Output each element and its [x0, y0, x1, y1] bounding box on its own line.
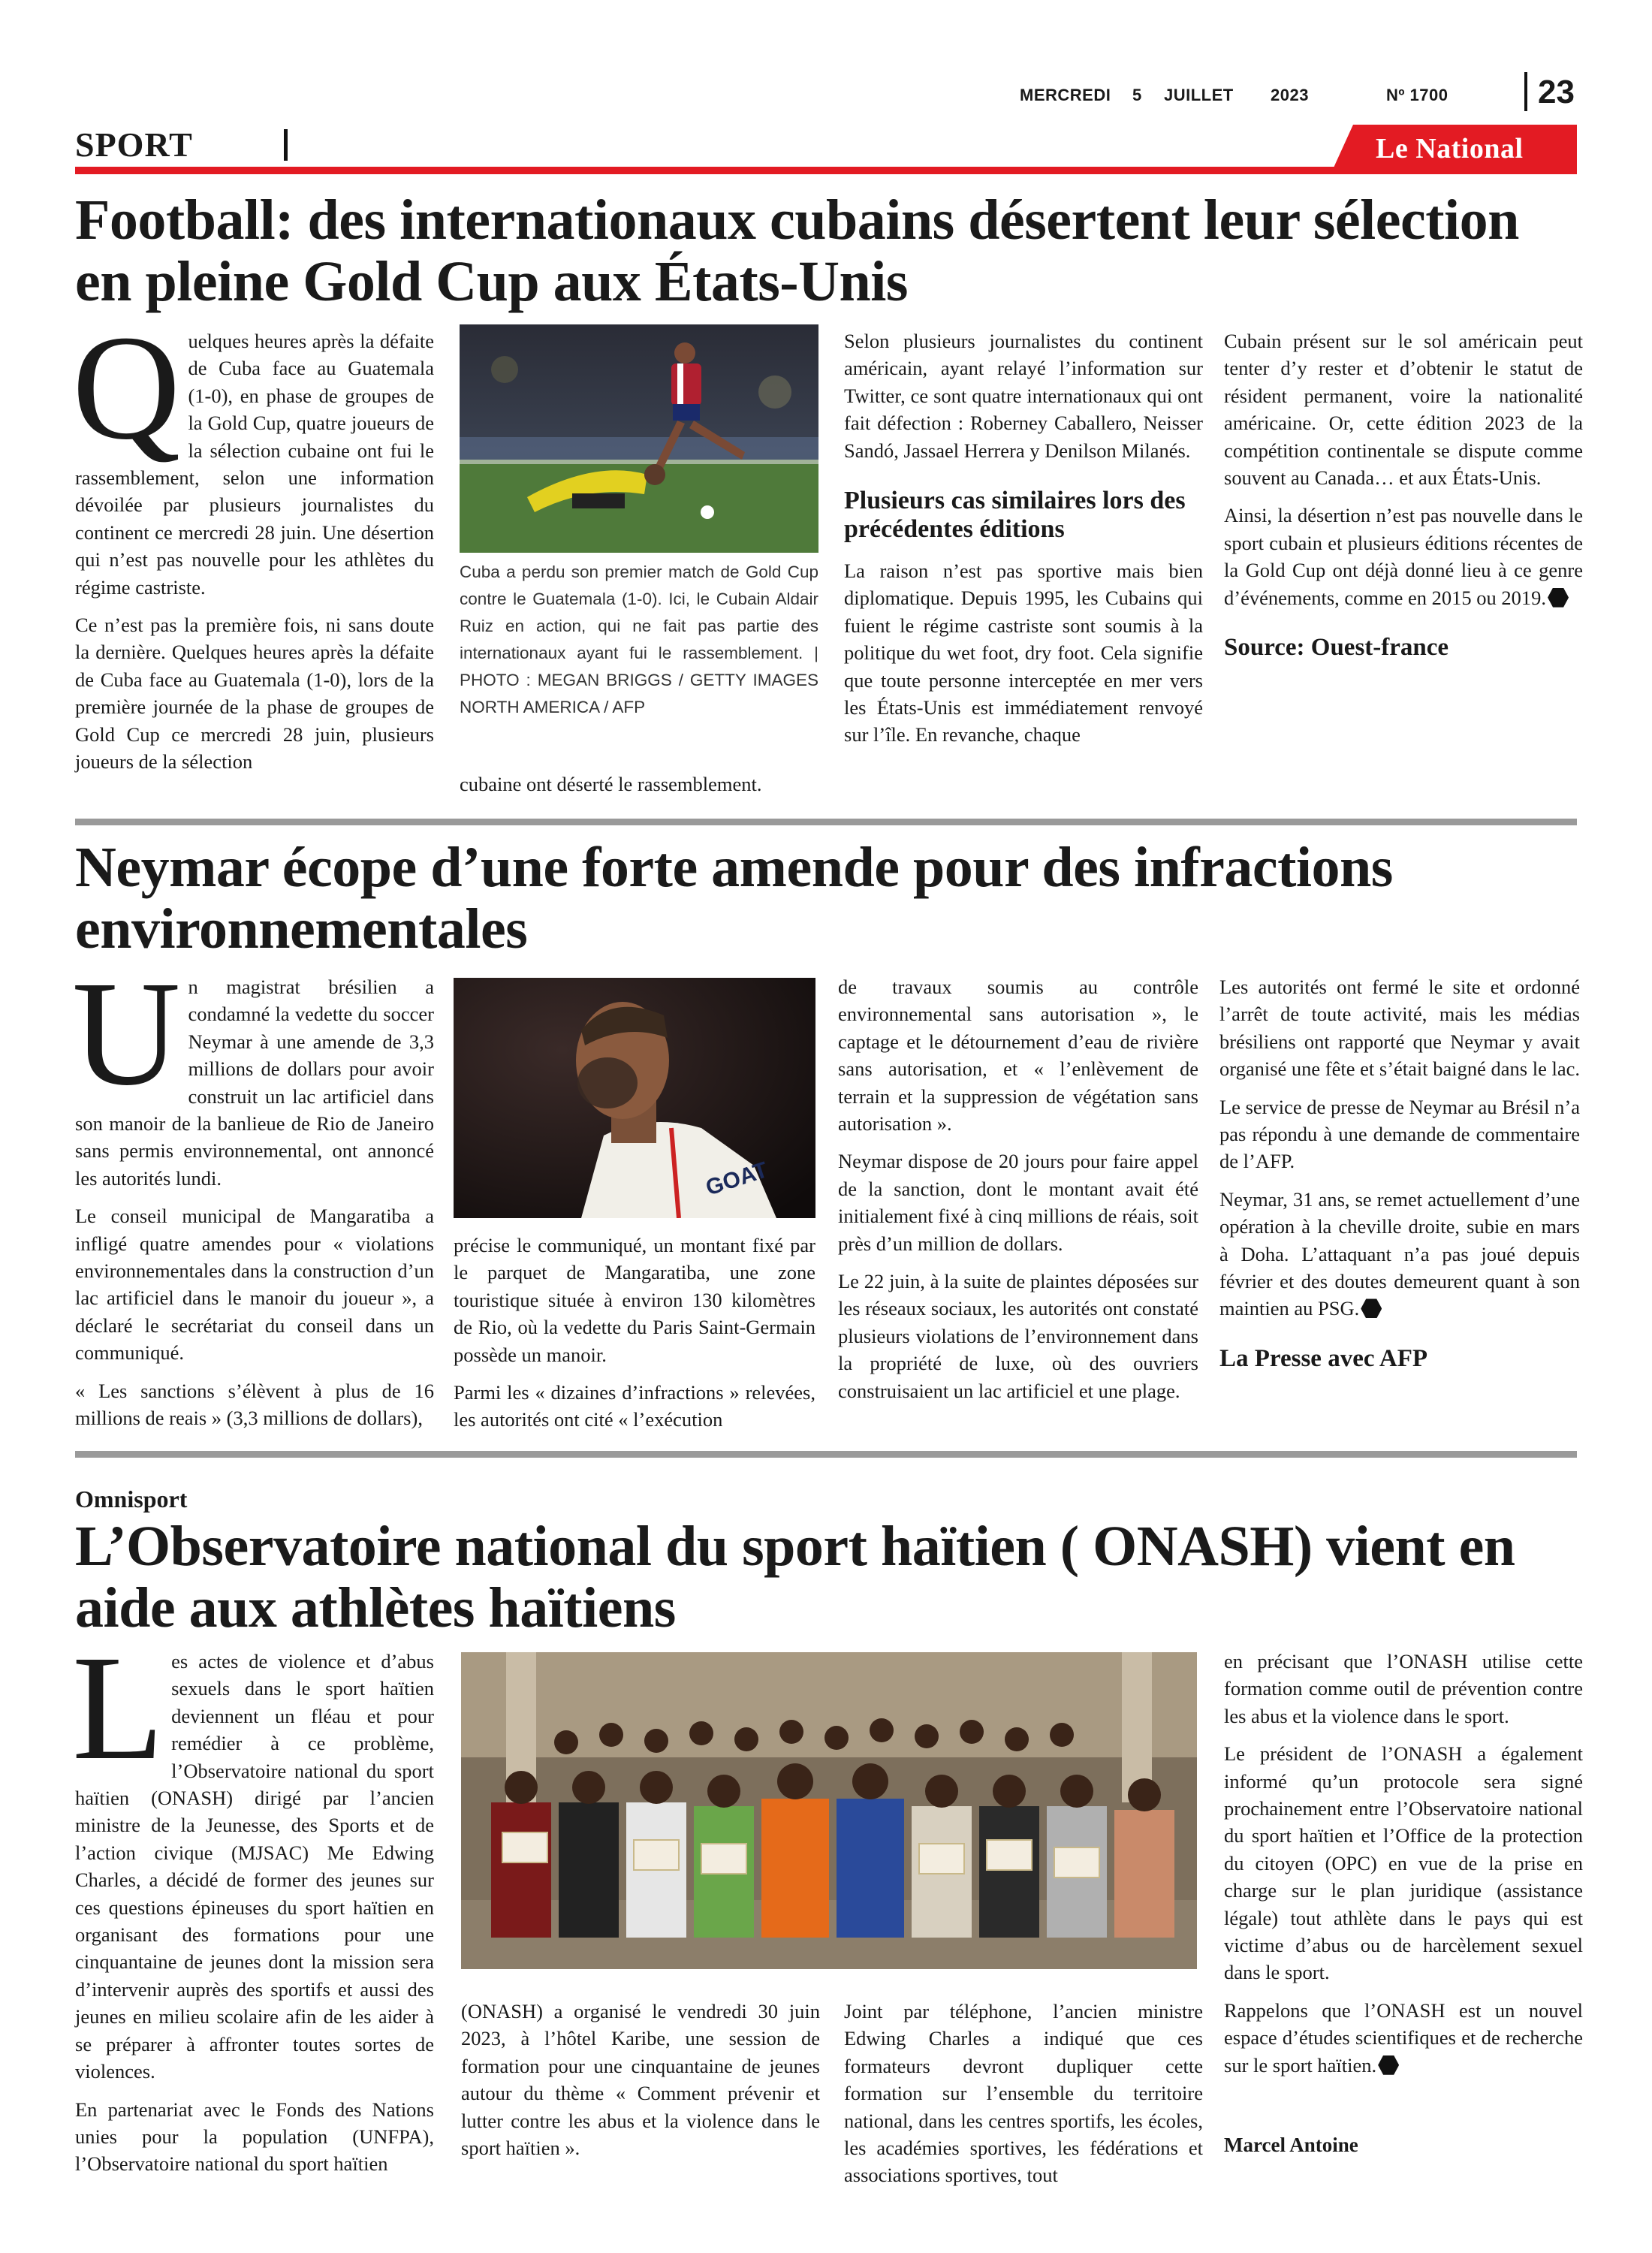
article2-col3-p1: de travaux soumis au contrôle environnemental sans autorisation », le captage et le détournement d’eau de rivière sans autorisation, et « l’enlèvement de terrain et la suppression de végétation sans autorisation ». [838, 976, 1198, 1136]
article1-col2-continued: cubaine ont déserté le rassemblement. [460, 773, 762, 795]
cuba-match-photo [460, 324, 818, 553]
article2-col1-p2: Le conseil municipal de Mangaratiba a infligé quatre amendes pour « violations environnementales dans la construction d’un lac artificiel dans le manoir du joueur », a déclaré le secrétariat du conseil dans un communiqué. [75, 1205, 434, 1365]
end-of-article-icon [1361, 1298, 1382, 1318]
end-of-article-icon [1378, 2055, 1399, 2075]
article1-col4-p1: Cubain présent sur le sol américain peut tenter d’y rester et d’obtenir le statut de résident permanent, voire la nationalité américaine. Or, cette édition 2023 de la compétition continentale se dispute comme souvent au Canada… et aux États-Unis. [1224, 330, 1583, 490]
article3-kicker: Omnisport [75, 1485, 188, 1513]
article1-col1-p2: Ce n’est pas la première fois, ni sans doute la dernière. Quelques heures après la défaite de Cuba face au Guatemala (1-0), lors de la première journée de la phase de groupes de Gold Cup ce mercredi 28 juin, plusieurs joueurs de la sélection [75, 614, 434, 774]
article2-col2 [454, 1232, 815, 1434]
article3-col1-p2: En partenariat avec le Fonds des Nations unies pour la population (UNFPA), l’Observatoire national du sport haïtien [75, 2098, 434, 2176]
article-divider-2 [75, 1451, 1577, 1458]
article3-col4 [1224, 1648, 1583, 2159]
article3-col2: (ONASH) a organisé le vendredi 30 juin 2023, à l’hôtel Karibe, une session de formation pour une cinquantaine de jeunes autour du thème « Comment prévenir et lutter contre les abus et la violence dans le sport haïtien ». [461, 2000, 820, 2160]
date-weekday: MERCREDI [1020, 86, 1111, 104]
date-month: JUILLET [1164, 86, 1234, 104]
date-year: 2023 [1271, 86, 1309, 104]
article2-col3-p3: Le 22 juin, à la suite de plaintes déposées sur les réseaux sociaux, les autorités ont constaté plusieurs violations de l’environnement dans la propriété de luxe, où des ouvriers construisaient un lac artificiel et une plage. [838, 1270, 1198, 1402]
article1-col4-p2: Ainsi, la désertion n’est pas nouvelle dans le sport cubain et plusieurs éditions récentes de la Gold Cup ont déjà donné lieu à ce genre d’événements, comme en 2015 ou 2019. [1224, 504, 1583, 609]
article2-col1-p1: n magistrat brésilien a condamné la vedette du soccer Neymar à une amende de 3,3 millions de dollars pour avoir construit un lac artificiel dans son manoir de la banlieue de Rio de Janeiro sans permis environnemental, ont annoncé les autorités lundi. [75, 976, 434, 1190]
article1-subhead: Plusieurs cas similaires lors des précédentes éditions [844, 487, 1186, 544]
page-number-divider [1524, 72, 1527, 111]
article2-col1 [72, 951, 434, 1432]
article2-col4-p3: Neymar, 31 ans, se remet actuellement d’une opération à la cheville droite, subie en mars à Doha. L’attaquant n’a pas joué depuis février et des doutes demeurent quant à son maintien au PSG. [1219, 1187, 1580, 1320]
article2-col2-p2: Parmi les « dizaines d’infractions » relevées, les autorités ont cité « l’exécution [454, 1381, 815, 1431]
issue-number: Nº 1700 [1386, 86, 1449, 104]
article3-headline: L’Observatoire national du sport haïtien ( ONASH) vient en aide aux athlètes haïtiens [75, 1515, 1515, 1639]
onash-group-photo [461, 1652, 1197, 1969]
date-day: 5 [1132, 86, 1142, 104]
article3-col4-p1: en précisant que l’ONASH utilise cette formation comme outil de prévention contre les abus et la violence dans le sport. [1224, 1650, 1583, 1727]
article3-col4-p3: Rappelons que l’ONASH est un nouvel espace d’études scientifiques et de recherche sur le sport haïtien. [1224, 1998, 1583, 2077]
article1-dropcap: Q [72, 305, 181, 471]
article2-col2-p1: précise le communiqué, un montant fixé par le parquet de Mangaratiba, une zone touristique située à environ 130 kilomètres de Rio, où la vedette du Paris Saint-Germain possède un manoir. [454, 1234, 815, 1366]
article3-dropcap: L [72, 1625, 164, 1791]
article1-col3-p2: La raison n’est pas sportive mais bien diplomatique. Depuis 1995, les Cubains qui fuient le régime castriste sont soumis à la politique du wet foot, dry foot. Cela signifie que toute personne interceptée en mer vers les États-Unis est immédiatement renvoyé sur l’île. En revanche, chaque [844, 559, 1203, 746]
neymar-photo [454, 978, 815, 1218]
page-number: 23 [1538, 74, 1575, 110]
article2-headline: Neymar écope d’une forte amende pour des infractions environnementales [75, 836, 1393, 961]
article1-col4 [1224, 327, 1583, 661]
article2-col4 [1219, 973, 1580, 1372]
article1-col3 [844, 327, 1203, 749]
article1-col1 [72, 305, 434, 776]
article2-source: La Presse avec AFP [1219, 1344, 1428, 1372]
article2-col4-p2: Le service de presse de Neymar au Brésil n’a pas répondu à une demande de commentaire de l’AFP. [1219, 1095, 1580, 1173]
article-divider-1 [75, 819, 1577, 825]
article3-author: Marcel Antoine [1224, 2134, 1358, 2157]
article3-col3: Joint par téléphone, l’ancien ministre Edwing Charles a indiqué que ces formateurs devront dupliquer cette formation sur l’ensemble du territoire national, dans les centres sportifs, les écoles, les académies sportives, les fédérations et associations sportives, tout [844, 2000, 1203, 2187]
article1-photo-caption: Cuba a perdu son premier match de Gold Cup contre le Guatemala (1-0). Ici, le Cubain Aldair Ruiz en action, qui ne fait pas partie des internationaux ayant fui le rassemblement. | PHOTO : MEGAN BRIGGS / GETTY IMAGES NORTH AMERICA / AFP [460, 562, 818, 716]
end-of-article-icon [1548, 588, 1569, 608]
article3-col4-p2: Le président de l’ONASH a également informé qu’un protocole sera signé prochainement entre l’Observatoire national du sport haïtien et l’Office de la protection du citoyen (OPC) en vue de la prise en charge sur le plan juridique (assistance légale) tout athlète dans le pays qui est victime d’abus ou de harcèlement sexuel dans le sport. [1224, 1742, 1583, 1984]
article3-col1-p1: es actes de violence et d’abus sexuels dans le sport haïtien deviennent un fléau et pour remédier à ce problème, l’Observatoire national du sport haïtien (ONASH) dirigé par l’ancien ministre de la Jeunesse, des Sports et de l’action civique (MJSAC) Me Edwing Charles, a décidé de former des jeunes sur ces questions épineuses du sport haïtien en organisant des formations pour une cinquantaine de jeunes dont la mission sera d’intervenir auprès des sportifs et aussi des jeunes en milieu scolaire afin de les aider à se préparer à affronter toutes sortes de violences. [75, 1650, 434, 2083]
article1-headline: Football: des internationaux cubains désertent leur sélection en pleine Gold Cup aux États-Unis [75, 189, 1519, 313]
article2-col1-p3: « Les sanctions s’élèvent à plus de 16 millions de reais » (3,3 millions de dollars), [75, 1379, 434, 1430]
article2-col3-p2: Neymar dispose de 20 jours pour faire appel de la sanction, dont le montant avait été initialement fixé à cinq millions de réais, soit près d’un million de dollars. [838, 1150, 1198, 1255]
brand-name: Le National [1376, 133, 1524, 164]
section-label: SPORT [75, 125, 193, 164]
article1-col1-p1: uelques heures après la défaite de Cuba face au Guatemala (1-0), en phase de groupes de la Gold Cup, quatre joueurs de la sélection cubaine ont fui le rassemblement, selon une information dévoilée par plusieurs journalistes du continent ce mercredi 28 juin. Une désertion qui n’est pas nouvelle pour les athlètes du régime castriste. [75, 330, 434, 599]
article2-dropcap: U [72, 951, 181, 1117]
article2-col4-p1: Les autorités ont fermé le site et ordonné l’arrêt de toute activité, mais les médias brésiliens ont rapporté que Neymar y avait organisé une fête et s’était baigné dans le lac. [1219, 976, 1580, 1081]
jersey-print: GOAT [702, 1157, 771, 1201]
section-divider [284, 129, 288, 161]
article1-source: Source: Ouest-france [1224, 634, 1449, 662]
article2-col3 [838, 973, 1198, 1404]
article3-col1 [72, 1625, 434, 2178]
header-rule [75, 167, 1577, 174]
article1-col3-p1: Selon plusieurs journalistes du continent américain, ayant relayé l’information sur Twitter, ce sont quatre internationaux qui ont fait défection : Roberney Caballero, Neisser Sandó, Jassael Herrera y Denilson Milanés. [844, 330, 1203, 462]
